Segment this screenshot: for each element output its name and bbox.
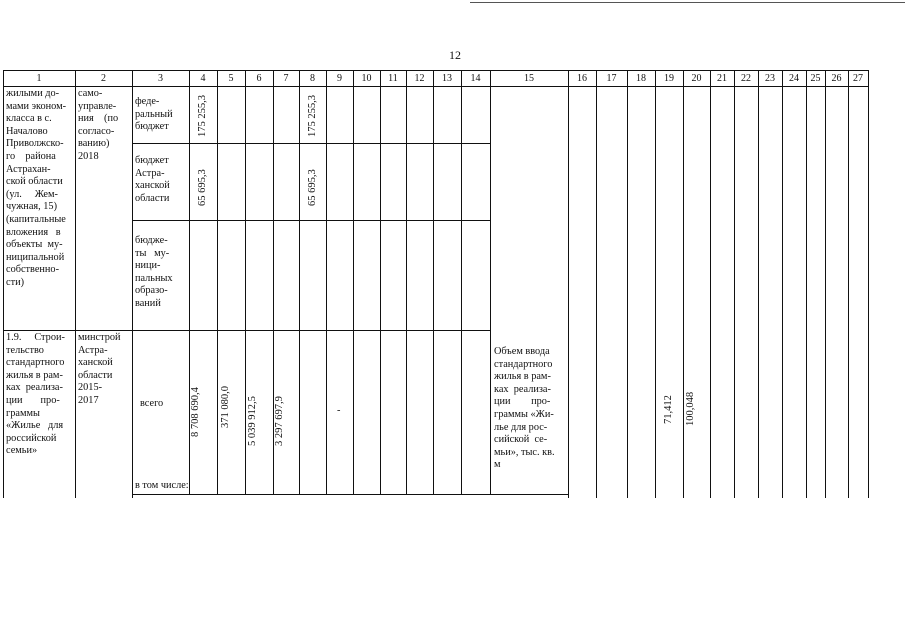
object-name-cell-line: Астрахан- bbox=[6, 163, 51, 175]
object-name-cell-1-9-line: 1.9. Строи- bbox=[6, 332, 65, 343]
value-total-c4: 8 708 690,4 bbox=[190, 387, 201, 437]
executor-cell-1-9-line: области bbox=[78, 369, 113, 381]
header-col-22: 22 bbox=[741, 73, 751, 84]
value-total-c9: - bbox=[337, 405, 341, 416]
object-name-cell-1-9-line: «Жилье для bbox=[6, 420, 64, 432]
indicator-cell-line: граммы «Жи- bbox=[494, 408, 554, 420]
object-name-cell-line: Началово bbox=[6, 125, 48, 137]
object-name-cell-line: го района bbox=[6, 150, 56, 162]
grid-line bbox=[299, 70, 300, 494]
object-name-cell-line: сти) bbox=[6, 276, 25, 288]
grid-line bbox=[406, 70, 407, 494]
executor-cell-line: управле- bbox=[78, 100, 117, 112]
subtotal-label: в том числе: bbox=[135, 480, 189, 491]
indicator-cell-line: Объем ввода bbox=[494, 346, 550, 357]
object-name-cell-line: жилыми до- bbox=[6, 88, 60, 99]
value-total-c5: 371 080,0 bbox=[220, 386, 231, 428]
object-name-cell-line: мами эконом- bbox=[6, 100, 67, 112]
header-col-21: 21 bbox=[717, 73, 727, 84]
header-col-3: 3 bbox=[158, 73, 163, 84]
object-name-cell-line: (капитальные bbox=[6, 213, 66, 225]
funding-source-municipal-line: образо- bbox=[135, 285, 168, 297]
executor-cell-1-9-line: ханской bbox=[78, 357, 113, 369]
header-col-14: 14 bbox=[470, 73, 481, 84]
object-name-cell-line: объекты му- bbox=[6, 239, 63, 251]
grid-line bbox=[782, 70, 783, 498]
header-col-18: 18 bbox=[636, 73, 646, 84]
executor-cell-line: согласо- bbox=[78, 125, 115, 137]
grid-line bbox=[217, 70, 218, 494]
top-rule bbox=[470, 2, 905, 3]
funding-source-municipal-line: ты му- bbox=[135, 247, 170, 259]
grid-line bbox=[75, 70, 76, 498]
executor-cell-line: 2018 bbox=[78, 150, 99, 162]
executor-cell-line: ния (по bbox=[78, 113, 119, 125]
header-col-20: 20 bbox=[691, 73, 702, 84]
object-name-cell-line: класса в с. bbox=[6, 113, 52, 125]
header-col-16: 16 bbox=[577, 73, 587, 84]
object-name-cell-1-9-line: ках реализа- bbox=[6, 382, 63, 394]
grid-line bbox=[627, 70, 628, 498]
grid-line bbox=[734, 70, 735, 498]
object-name-cell-1-9-line: граммы bbox=[6, 407, 40, 419]
header-col-2: 2 bbox=[101, 73, 106, 84]
value-federal-c4: 175 255,3 bbox=[197, 95, 208, 137]
funding-source-municipal bbox=[135, 235, 186, 311]
object-name-cell-1-9-line: тельство bbox=[6, 344, 44, 356]
object-name-cell-1-9-line: семьи» bbox=[6, 445, 38, 457]
value-indicator-c19: 71,412 bbox=[663, 395, 674, 424]
header-col-11: 11 bbox=[388, 73, 398, 84]
header-col-15: 15 bbox=[524, 73, 534, 84]
header-col-7: 7 bbox=[283, 73, 289, 84]
object-name-cell-line: ниципальной bbox=[6, 251, 65, 263]
funding-source-municipal-line: пальных bbox=[135, 272, 173, 284]
funding-source-municipal-line: бюдже- bbox=[135, 235, 168, 246]
funding-source-municipal-line: ваний bbox=[135, 297, 161, 309]
object-name-cell-1-9-line: ции про- bbox=[6, 394, 60, 406]
indicator-cell-line: лье для рос- bbox=[494, 421, 548, 433]
object-name-cell-1-9-line: стандартного bbox=[6, 357, 65, 369]
header-col-1: 1 bbox=[36, 73, 42, 84]
grid-line bbox=[245, 70, 246, 494]
object-name-cell-line: чужная, 15) bbox=[6, 201, 57, 213]
grid-line bbox=[596, 70, 597, 498]
object-name-cell-line: (ул. Жем- bbox=[6, 188, 58, 200]
header-col-25: 25 bbox=[810, 73, 821, 84]
funding-source-regional-line: Астра- bbox=[135, 167, 165, 179]
indicator-cell bbox=[494, 346, 564, 472]
grid-line bbox=[710, 70, 711, 498]
header-col-23: 23 bbox=[765, 73, 775, 84]
header-col-13: 13 bbox=[442, 73, 452, 84]
funding-source-federal-line: бюджет bbox=[135, 121, 169, 133]
grid-line bbox=[848, 70, 849, 498]
indicator-cell-line: стандартного bbox=[494, 358, 553, 370]
grid-line bbox=[3, 70, 4, 498]
row-line bbox=[132, 143, 491, 144]
object-name-cell-line: Приволжско- bbox=[6, 138, 64, 150]
header-col-10: 10 bbox=[361, 73, 372, 84]
executor-cell-1-9 bbox=[78, 332, 129, 408]
grid-line bbox=[568, 70, 569, 498]
indicator-cell-line: ках реализа- bbox=[494, 383, 551, 395]
header-col-4: 4 bbox=[200, 73, 206, 84]
object-name-cell-line: собственно- bbox=[6, 264, 59, 276]
value-indicator-c20: 100,048 bbox=[685, 391, 696, 426]
indicator-cell-line: мьи», тыс. кв. bbox=[494, 446, 555, 458]
value-regional-c8: 65 695,3 bbox=[307, 169, 318, 206]
funding-source-regional-line: бюджет bbox=[135, 155, 169, 166]
row-line bbox=[3, 330, 491, 331]
header-col-27: 27 bbox=[853, 73, 863, 84]
grid-line bbox=[380, 70, 381, 494]
header-col-19: 19 bbox=[664, 73, 674, 84]
executor-cell-1-9-line: 2017 bbox=[78, 394, 99, 406]
object-name-cell-1-9-line: жилья в рам- bbox=[6, 369, 63, 381]
header-col-6: 6 bbox=[256, 73, 262, 84]
grid-line bbox=[461, 70, 462, 494]
grid-line bbox=[868, 70, 869, 498]
grid-line bbox=[132, 70, 133, 498]
funding-source-regional-line: области bbox=[135, 192, 170, 204]
value-regional-c4: 65 695,3 bbox=[197, 169, 208, 206]
grid-line bbox=[806, 70, 807, 498]
header-col-5: 5 bbox=[228, 73, 234, 84]
object-name-cell-1-9-line: российской bbox=[6, 432, 57, 444]
grid-line bbox=[655, 70, 656, 498]
row-line bbox=[132, 220, 491, 221]
object-name-cell-line: вложения в bbox=[6, 226, 61, 238]
grid-line bbox=[683, 70, 684, 498]
funding-source-regional bbox=[135, 155, 186, 205]
executor-cell-line: само- bbox=[78, 88, 103, 99]
funding-source-federal-line: ральный bbox=[135, 108, 173, 120]
funding-source-federal bbox=[135, 96, 186, 134]
value-total-c6: 5 039 912,5 bbox=[247, 396, 258, 446]
executor-cell-1-9-line: 2015- bbox=[78, 382, 103, 394]
header-col-9: 9 bbox=[337, 73, 342, 84]
funding-total-label: всего bbox=[140, 398, 164, 409]
object-name-cell bbox=[6, 88, 72, 290]
object-name-cell-line: ской области bbox=[6, 176, 63, 188]
indicator-cell-line: сийской се- bbox=[494, 434, 548, 446]
funding-source-municipal-line: ници- bbox=[135, 260, 161, 272]
header-col-26: 26 bbox=[831, 73, 842, 84]
grid-line bbox=[825, 70, 826, 498]
indicator-cell-line: ции про- bbox=[494, 396, 551, 408]
executor-cell-line: ванию) bbox=[78, 138, 110, 150]
grid-line bbox=[326, 70, 327, 494]
executor-cell-1-9-line: Астра- bbox=[78, 344, 108, 356]
grid-line bbox=[353, 70, 354, 494]
funding-source-regional-line: ханской bbox=[135, 180, 170, 192]
executor-cell-1-9-line: минстрой bbox=[78, 332, 121, 343]
funding-source-federal-line: феде- bbox=[135, 96, 160, 107]
header-col-24: 24 bbox=[789, 73, 799, 84]
value-total-c7: 3 297 697,9 bbox=[274, 396, 285, 446]
grid-line bbox=[758, 70, 759, 498]
row-line bbox=[132, 494, 569, 495]
object-name-cell-1-9 bbox=[6, 332, 72, 458]
indicator-cell-line: м bbox=[494, 459, 501, 471]
header-col-17: 17 bbox=[606, 73, 617, 84]
page-number: 12 bbox=[449, 48, 461, 62]
grid-line bbox=[433, 70, 434, 494]
grid-line bbox=[490, 70, 491, 494]
value-federal-c8: 175 255,3 bbox=[307, 95, 318, 137]
indicator-cell-line: жилья в рам- bbox=[494, 371, 551, 383]
header-col-12: 12 bbox=[414, 73, 425, 84]
header-col-8: 8 bbox=[310, 73, 315, 84]
executor-cell bbox=[78, 88, 129, 164]
